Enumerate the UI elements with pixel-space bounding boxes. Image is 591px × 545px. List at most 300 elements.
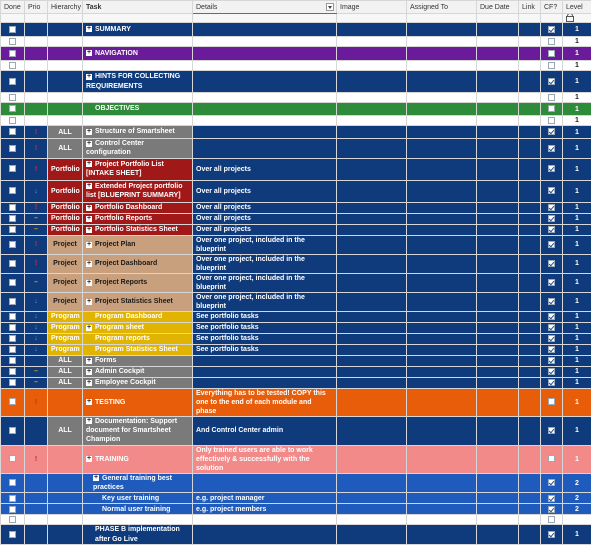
level-cell[interactable] [563, 525, 591, 545]
cf-checkbox[interactable] [548, 398, 555, 405]
details-cell[interactable] [193, 473, 337, 493]
done-checkbox[interactable] [9, 346, 16, 353]
assigned-to-cell[interactable] [407, 273, 477, 292]
task-cell[interactable] [83, 224, 193, 235]
level-cell[interactable] [563, 377, 591, 388]
expand-toggle-icon[interactable]: + [86, 26, 92, 32]
prio-cell[interactable] [25, 525, 48, 545]
done-checkbox[interactable] [9, 298, 16, 305]
done-cell[interactable] [1, 445, 25, 473]
details-cell[interactable] [193, 416, 337, 445]
task-cell[interactable] [83, 254, 193, 273]
assigned-to-cell[interactable] [407, 23, 477, 37]
assigned-to-cell[interactable] [407, 47, 477, 61]
expand-toggle-icon[interactable]: + [86, 325, 92, 331]
cf-cell[interactable] [541, 202, 563, 213]
link-cell[interactable] [519, 416, 541, 445]
table-row[interactable] [1, 180, 591, 202]
done-cell[interactable] [1, 158, 25, 180]
task-cell[interactable] [83, 366, 193, 377]
assigned-to-cell[interactable] [407, 416, 477, 445]
task-cell[interactable] [83, 202, 193, 213]
link-cell[interactable] [519, 525, 541, 545]
cf-checkbox[interactable] [548, 128, 555, 135]
expand-toggle-icon[interactable]: + [86, 242, 92, 248]
image-cell[interactable] [337, 103, 407, 116]
cf-cell[interactable] [541, 93, 563, 103]
link-cell[interactable] [519, 37, 541, 47]
link-cell[interactable] [519, 344, 541, 355]
expand-toggle-icon[interactable]: + [86, 369, 92, 375]
table-row[interactable] [1, 273, 591, 292]
task-cell[interactable] [83, 311, 193, 322]
done-cell[interactable] [1, 213, 25, 224]
link-cell[interactable] [519, 292, 541, 311]
hierarchy-cell[interactable] [48, 273, 83, 292]
level-cell[interactable] [563, 254, 591, 273]
due-date-cell[interactable] [477, 493, 519, 504]
prio-cell[interactable] [25, 71, 48, 93]
table-row[interactable] [1, 93, 591, 103]
prio-cell[interactable] [25, 139, 48, 159]
done-cell[interactable] [1, 388, 25, 416]
cf-checkbox[interactable] [548, 346, 555, 353]
cf-checkbox[interactable] [548, 379, 555, 386]
cf-checkbox[interactable] [548, 226, 555, 233]
prio-cell[interactable] [25, 254, 48, 273]
hierarchy-cell[interactable] [48, 103, 83, 116]
image-cell[interactable] [337, 333, 407, 344]
level-cell[interactable] [563, 366, 591, 377]
image-cell[interactable] [337, 344, 407, 355]
details-cell[interactable] [193, 126, 337, 139]
level-cell[interactable] [563, 93, 591, 103]
link-cell[interactable] [519, 366, 541, 377]
image-cell[interactable] [337, 47, 407, 61]
link-cell[interactable] [519, 158, 541, 180]
details-cell[interactable] [193, 273, 337, 292]
done-cell[interactable] [1, 103, 25, 116]
done-checkbox[interactable] [9, 335, 16, 342]
done-checkbox[interactable] [9, 398, 16, 405]
cf-cell[interactable] [541, 525, 563, 545]
table-row[interactable] [1, 525, 591, 545]
expand-toggle-icon[interactable]: + [86, 161, 92, 167]
done-checkbox[interactable] [9, 26, 16, 33]
cf-checkbox[interactable] [548, 50, 555, 57]
table-row[interactable] [1, 116, 591, 126]
details-cell[interactable] [193, 61, 337, 71]
prio-cell[interactable] [25, 333, 48, 344]
assigned-to-cell[interactable] [407, 344, 477, 355]
due-date-cell[interactable] [477, 23, 519, 37]
task-cell[interactable] [83, 504, 193, 515]
table-row[interactable] [1, 254, 591, 273]
link-cell[interactable] [519, 388, 541, 416]
image-cell[interactable] [337, 202, 407, 213]
hierarchy-cell[interactable] [48, 311, 83, 322]
done-checkbox[interactable] [9, 506, 16, 513]
image-cell[interactable] [337, 61, 407, 71]
cf-cell[interactable] [541, 445, 563, 473]
image-cell[interactable] [337, 515, 407, 525]
hierarchy-cell[interactable] [48, 213, 83, 224]
assigned-to-cell[interactable] [407, 126, 477, 139]
done-checkbox[interactable] [9, 379, 16, 386]
cf-cell[interactable] [541, 235, 563, 254]
image-cell[interactable] [337, 235, 407, 254]
image-cell[interactable] [337, 93, 407, 103]
col-header-done[interactable]: Done [1, 1, 25, 14]
done-cell[interactable] [1, 93, 25, 103]
details-cell[interactable] [193, 23, 337, 37]
hierarchy-cell[interactable] [48, 139, 83, 159]
task-cell[interactable] [83, 126, 193, 139]
done-cell[interactable] [1, 377, 25, 388]
prio-cell[interactable] [25, 116, 48, 126]
image-cell[interactable] [337, 126, 407, 139]
prio-cell[interactable] [25, 47, 48, 61]
assigned-to-cell[interactable] [407, 333, 477, 344]
due-date-cell[interactable] [477, 37, 519, 47]
image-cell[interactable] [337, 37, 407, 47]
details-cell[interactable] [193, 525, 337, 545]
image-cell[interactable] [337, 224, 407, 235]
image-cell[interactable] [337, 292, 407, 311]
expand-toggle-icon[interactable]: + [86, 141, 92, 147]
done-checkbox[interactable] [9, 204, 16, 211]
cf-cell[interactable] [541, 47, 563, 61]
due-date-cell[interactable] [477, 158, 519, 180]
due-date-cell[interactable] [477, 202, 519, 213]
assigned-to-cell[interactable] [407, 93, 477, 103]
hierarchy-cell[interactable] [48, 515, 83, 525]
image-cell[interactable] [337, 388, 407, 416]
assigned-to-cell[interactable] [407, 377, 477, 388]
done-checkbox[interactable] [9, 531, 16, 538]
cf-checkbox[interactable] [548, 215, 555, 222]
cf-checkbox[interactable] [548, 324, 555, 331]
done-cell[interactable] [1, 202, 25, 213]
prio-cell[interactable] [25, 377, 48, 388]
hierarchy-cell[interactable] [48, 93, 83, 103]
level-cell[interactable] [563, 273, 591, 292]
table-row[interactable] [1, 493, 591, 504]
prio-cell[interactable] [25, 224, 48, 235]
task-cell[interactable] [83, 445, 193, 473]
assigned-to-cell[interactable] [407, 61, 477, 71]
cf-checkbox[interactable] [548, 506, 555, 513]
level-cell[interactable] [563, 493, 591, 504]
link-cell[interactable] [519, 126, 541, 139]
table-row[interactable] [1, 366, 591, 377]
prio-cell[interactable] [25, 515, 48, 525]
level-cell[interactable] [563, 61, 591, 71]
link-cell[interactable] [519, 515, 541, 525]
hierarchy-cell[interactable] [48, 71, 83, 93]
link-cell[interactable] [519, 116, 541, 126]
done-cell[interactable] [1, 333, 25, 344]
level-cell[interactable] [563, 235, 591, 254]
table-row[interactable] [1, 37, 591, 47]
assigned-to-cell[interactable] [407, 473, 477, 493]
task-cell[interactable] [83, 71, 193, 93]
cf-checkbox[interactable] [548, 38, 555, 45]
done-checkbox[interactable] [9, 357, 16, 364]
cf-checkbox[interactable] [548, 94, 555, 101]
due-date-cell[interactable] [477, 126, 519, 139]
due-date-cell[interactable] [477, 355, 519, 366]
cf-checkbox[interactable] [548, 357, 555, 364]
assigned-to-cell[interactable] [407, 139, 477, 159]
details-cell[interactable] [193, 388, 337, 416]
task-cell[interactable] [83, 333, 193, 344]
done-cell[interactable] [1, 416, 25, 445]
due-date-cell[interactable] [477, 515, 519, 525]
assigned-to-cell[interactable] [407, 525, 477, 545]
link-cell[interactable] [519, 23, 541, 37]
hierarchy-cell[interactable] [48, 292, 83, 311]
prio-cell[interactable] [25, 493, 48, 504]
done-checkbox[interactable] [9, 105, 16, 112]
link-cell[interactable] [519, 445, 541, 473]
col-header-level[interactable]: Level [563, 1, 591, 14]
done-checkbox[interactable] [9, 495, 16, 502]
assigned-to-cell[interactable] [407, 202, 477, 213]
task-cell[interactable] [83, 525, 193, 545]
done-cell[interactable] [1, 254, 25, 273]
done-checkbox[interactable] [9, 78, 16, 85]
done-cell[interactable] [1, 37, 25, 47]
link-cell[interactable] [519, 180, 541, 202]
hierarchy-cell[interactable] [48, 504, 83, 515]
cf-cell[interactable] [541, 254, 563, 273]
details-cell[interactable] [193, 235, 337, 254]
done-checkbox[interactable] [9, 279, 16, 286]
due-date-cell[interactable] [477, 504, 519, 515]
table-row[interactable] [1, 416, 591, 445]
expand-toggle-icon[interactable]: + [86, 380, 92, 386]
cf-checkbox[interactable] [548, 204, 555, 211]
due-date-cell[interactable] [477, 292, 519, 311]
cf-cell[interactable] [541, 71, 563, 93]
done-cell[interactable] [1, 322, 25, 333]
assigned-to-cell[interactable] [407, 355, 477, 366]
hierarchy-cell[interactable] [48, 344, 83, 355]
hierarchy-cell[interactable] [48, 366, 83, 377]
image-cell[interactable] [337, 158, 407, 180]
cf-checkbox[interactable] [548, 495, 555, 502]
expand-toggle-icon[interactable]: + [86, 50, 92, 56]
level-cell[interactable] [563, 71, 591, 93]
assigned-to-cell[interactable] [407, 116, 477, 126]
task-cell[interactable] [83, 116, 193, 126]
details-dropdown-icon[interactable] [326, 3, 334, 11]
task-cell[interactable] [83, 23, 193, 37]
done-cell[interactable] [1, 473, 25, 493]
task-cell[interactable] [83, 158, 193, 180]
cf-checkbox[interactable] [548, 165, 555, 172]
image-cell[interactable] [337, 366, 407, 377]
col-header-details[interactable] [193, 1, 337, 14]
due-date-cell[interactable] [477, 416, 519, 445]
link-cell[interactable] [519, 47, 541, 61]
table-row[interactable] [1, 61, 591, 71]
cf-cell[interactable] [541, 116, 563, 126]
due-date-cell[interactable] [477, 525, 519, 545]
cf-checkbox[interactable] [548, 105, 555, 112]
done-checkbox[interactable] [9, 117, 16, 124]
done-cell[interactable] [1, 224, 25, 235]
table-row[interactable] [1, 235, 591, 254]
prio-cell[interactable] [25, 213, 48, 224]
level-cell[interactable] [563, 515, 591, 525]
done-checkbox[interactable] [9, 455, 16, 462]
link-cell[interactable] [519, 504, 541, 515]
col-header-assigned-to[interactable]: Assigned To [407, 1, 477, 14]
table-row[interactable] [1, 71, 591, 93]
image-cell[interactable] [337, 116, 407, 126]
prio-cell[interactable] [25, 473, 48, 493]
done-checkbox[interactable] [9, 38, 16, 45]
task-cell[interactable] [83, 235, 193, 254]
prio-cell[interactable] [25, 322, 48, 333]
cf-checkbox[interactable] [548, 335, 555, 342]
assigned-to-cell[interactable] [407, 224, 477, 235]
link-cell[interactable] [519, 322, 541, 333]
prio-cell[interactable] [25, 504, 48, 515]
task-cell[interactable] [83, 292, 193, 311]
table-row[interactable] [1, 292, 591, 311]
details-cell[interactable] [193, 103, 337, 116]
table-row[interactable] [1, 355, 591, 366]
assigned-to-cell[interactable] [407, 388, 477, 416]
link-cell[interactable] [519, 377, 541, 388]
level-cell[interactable] [563, 158, 591, 180]
due-date-cell[interactable] [477, 344, 519, 355]
cf-checkbox[interactable] [548, 516, 555, 523]
hierarchy-cell[interactable] [48, 445, 83, 473]
done-checkbox[interactable] [9, 50, 16, 57]
due-date-cell[interactable] [477, 71, 519, 93]
level-cell[interactable] [563, 202, 591, 213]
details-cell[interactable] [193, 322, 337, 333]
details-cell[interactable] [193, 504, 337, 515]
hierarchy-cell[interactable] [48, 61, 83, 71]
task-cell[interactable] [83, 473, 193, 493]
details-cell[interactable] [193, 202, 337, 213]
cf-checkbox[interactable] [548, 427, 555, 434]
done-cell[interactable] [1, 504, 25, 515]
cf-cell[interactable] [541, 515, 563, 525]
table-row[interactable] [1, 202, 591, 213]
level-cell[interactable] [563, 416, 591, 445]
hierarchy-cell[interactable] [48, 37, 83, 47]
hierarchy-cell[interactable] [48, 493, 83, 504]
task-cell[interactable] [83, 47, 193, 61]
level-cell[interactable] [563, 355, 591, 366]
expand-toggle-icon[interactable]: + [86, 74, 92, 80]
details-cell[interactable] [193, 515, 337, 525]
details-cell[interactable] [193, 377, 337, 388]
table-row[interactable] [1, 158, 591, 180]
task-cell[interactable] [83, 93, 193, 103]
cf-cell[interactable] [541, 180, 563, 202]
assigned-to-cell[interactable] [407, 515, 477, 525]
table-row[interactable] [1, 322, 591, 333]
level-cell[interactable] [563, 180, 591, 202]
hierarchy-cell[interactable] [48, 224, 83, 235]
prio-cell[interactable] [25, 416, 48, 445]
table-row[interactable] [1, 126, 591, 139]
cf-cell[interactable] [541, 292, 563, 311]
expand-toggle-icon[interactable]: + [86, 216, 92, 222]
hierarchy-cell[interactable] [48, 377, 83, 388]
task-cell[interactable] [83, 493, 193, 504]
done-cell[interactable] [1, 235, 25, 254]
details-cell[interactable] [193, 158, 337, 180]
prio-cell[interactable] [25, 292, 48, 311]
cf-checkbox[interactable] [548, 279, 555, 286]
hierarchy-cell[interactable] [48, 322, 83, 333]
due-date-cell[interactable] [477, 61, 519, 71]
prio-cell[interactable] [25, 180, 48, 202]
image-cell[interactable] [337, 504, 407, 515]
expand-toggle-icon[interactable]: + [93, 475, 99, 481]
cf-cell[interactable] [541, 344, 563, 355]
cf-cell[interactable] [541, 158, 563, 180]
assigned-to-cell[interactable] [407, 180, 477, 202]
prio-cell[interactable] [25, 355, 48, 366]
cf-checkbox[interactable] [548, 368, 555, 375]
task-cell[interactable] [83, 61, 193, 71]
assigned-to-cell[interactable] [407, 445, 477, 473]
details-cell[interactable] [193, 292, 337, 311]
task-cell[interactable] [83, 273, 193, 292]
prio-cell[interactable] [25, 445, 48, 473]
cf-checkbox[interactable] [548, 241, 555, 248]
cf-checkbox[interactable] [548, 187, 555, 194]
task-cell[interactable] [83, 322, 193, 333]
task-cell[interactable] [83, 139, 193, 159]
due-date-cell[interactable] [477, 377, 519, 388]
done-cell[interactable] [1, 23, 25, 37]
link-cell[interactable] [519, 273, 541, 292]
cf-cell[interactable] [541, 273, 563, 292]
details-cell[interactable] [193, 333, 337, 344]
due-date-cell[interactable] [477, 47, 519, 61]
done-checkbox[interactable] [9, 516, 16, 523]
cf-cell[interactable] [541, 61, 563, 71]
link-cell[interactable] [519, 254, 541, 273]
done-checkbox[interactable] [9, 260, 16, 267]
table-row[interactable] [1, 213, 591, 224]
level-cell[interactable] [563, 23, 591, 37]
link-cell[interactable] [519, 473, 541, 493]
expand-toggle-icon[interactable]: + [86, 299, 92, 305]
details-cell[interactable] [193, 224, 337, 235]
expand-toggle-icon[interactable]: + [86, 418, 92, 424]
cf-cell[interactable] [541, 355, 563, 366]
col-header-hierarchy[interactable]: Hierarchy [48, 1, 83, 14]
level-cell[interactable] [563, 116, 591, 126]
cf-checkbox[interactable] [548, 260, 555, 267]
details-cell[interactable] [193, 139, 337, 159]
link-cell[interactable] [519, 213, 541, 224]
link-cell[interactable] [519, 493, 541, 504]
done-cell[interactable] [1, 344, 25, 355]
done-checkbox[interactable] [9, 215, 16, 222]
